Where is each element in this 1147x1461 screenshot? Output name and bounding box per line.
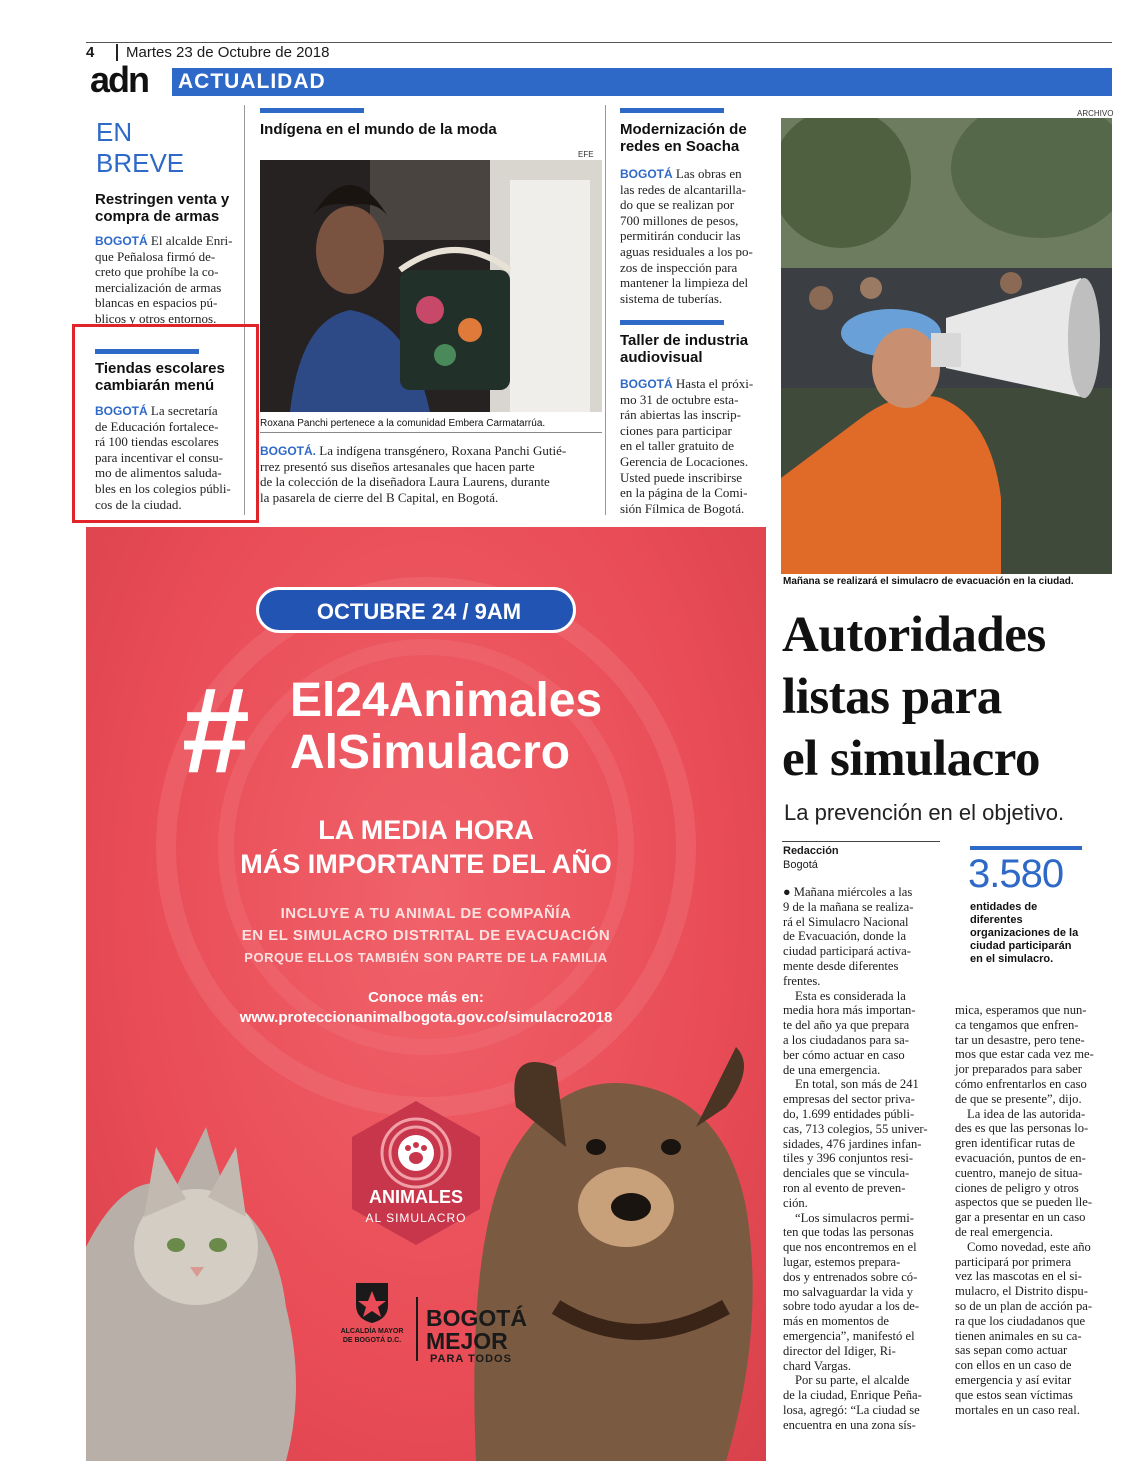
article-line: Por su parte, el alcalde [795, 1373, 910, 1388]
article-line: ron al evento de preven- [783, 1180, 906, 1195]
article-line: denciales que se vincula- [783, 1166, 910, 1181]
ad-text-line2: EN EL SIMULACRO DISTRITAL DE EVACUACIÓN [241, 927, 611, 944]
simulacro-advertisement [86, 527, 766, 1461]
article-line: ber cómo actuar en caso [783, 1047, 905, 1062]
bogota-coat-of-arms-icon [352, 1279, 392, 1325]
paw-badge-icon [340, 1097, 492, 1249]
article-line: jor preparados para saber [955, 1062, 1082, 1077]
article-line: Esta es considerada la [795, 988, 906, 1003]
article-line: dos y entrenados sobre có- [783, 1269, 918, 1284]
article-line: mortales en un caso real. [955, 1402, 1080, 1417]
article-line: aspectos que se pueden lle- [955, 1195, 1093, 1210]
highlight-box [72, 324, 259, 523]
article-line: ten que todas las personas [783, 1225, 914, 1240]
article-line: con ellos en un caso de [955, 1358, 1072, 1373]
article-line: mo salvaguardar la vida y [783, 1284, 914, 1299]
byline-rule [782, 841, 940, 842]
article-line: losa, agregó: “La ciudad se [783, 1402, 920, 1417]
brief-title-tiendas: Tiendas escolares cambiarán menú [95, 360, 225, 394]
ad-hashtag-line1: El24Animales [290, 674, 603, 727]
article-column-2 [955, 1003, 1113, 1417]
ad-text-line1: INCLUYE A TU ANIMAL DE COMPAÑÍA [280, 905, 572, 922]
page-number: 4 [86, 44, 95, 61]
article-line: sobre todo ayudar a los de- [783, 1299, 920, 1314]
article-accent-bar [620, 108, 724, 113]
article-accent-bar [260, 108, 364, 113]
article-line: mos que estar cada vez me- [955, 1047, 1094, 1062]
ad-hashtag-line2: AlSimulacro [290, 726, 571, 779]
article-line: vez las mascotas en el si- [955, 1269, 1082, 1284]
article-accent-bar [620, 320, 724, 325]
article-line: “Los simulacros permi- [795, 1210, 914, 1225]
stat-text: entidades de diferentes organizaciones de la ciudad participarán en el simulacro. [970, 901, 1079, 965]
bogota-mejor-logo: BOGOTÁ MEJOR [426, 1305, 527, 1354]
article-line: que estos sean víctimas [955, 1387, 1073, 1402]
article-line: des es que las personas lo- [955, 1121, 1089, 1136]
article-line: La idea de las autorida- [967, 1106, 1086, 1121]
page-date: Martes 23 de Octubre de 2018 [116, 44, 329, 61]
badge-subtitle: AL SIMULACRO [365, 1211, 467, 1225]
fashion-photo-art [260, 160, 602, 412]
byline-place: Bogotá [783, 859, 818, 871]
article-line: do, 1.699 entidades públi- [783, 1106, 915, 1121]
article-line: participará por primera [955, 1254, 1072, 1269]
byline-name: Redacción [783, 845, 839, 857]
article-line: mente desde diferentes [783, 958, 899, 973]
brief-title-armas: Restringen venta y compra de armas [95, 191, 230, 225]
caption-rule [260, 432, 602, 433]
photo-credit: ARCHIVO [1077, 109, 1114, 118]
article-line: mulacro, el Distrito dispu- [955, 1284, 1088, 1299]
taller-title: Taller de industria audiovisual [620, 332, 749, 366]
article-line: de que se presente”, dijo. [955, 1091, 1082, 1106]
indigena-body: BOGOTÁ. La indígena transgénero, Roxana Panchi Gutié- rrez presentó sus diseños artesanales que hacen parte de la colección de la diseñadora Laura Laurens, durante la pasarela de cierre del B Capital, en Bogotá. [260, 443, 567, 505]
ad-url: www.proteccionanimalbogota.gov.co/simulacro2018 [239, 1009, 613, 1026]
article-line: ciones de peligro y otros [955, 1180, 1079, 1195]
indigena-title: Indígena en el mundo de la moda [260, 121, 497, 138]
soacha-title: Modernización de redes en Soacha [620, 121, 747, 155]
article-line: tar un desastre, pero tene- [955, 1032, 1085, 1047]
article-line: de Evacuación, donde la [783, 929, 907, 944]
ad-big-line2: MÁS IMPORTANTE DEL AÑO [240, 849, 612, 879]
article-line: lugar, estemos prepara- [783, 1254, 901, 1269]
stat-number: 3.580 [968, 852, 1064, 896]
article-line: te del año ya que prepara [783, 1018, 910, 1033]
article-line: ● Mañana miércoles a las [783, 885, 913, 899]
logo-divider [416, 1297, 418, 1361]
brief-body-armas: BOGOTÁ El alcalde Enri- que Peñalosa firmó de- creto que prohíbe la co- mercialización de armas blancas en espacios pú- blicos y otros entornos. [95, 233, 233, 326]
article-line: que nos encontremos en el [783, 1240, 917, 1255]
article-line: de real emergencia. [955, 1224, 1054, 1239]
ad-more-info: Conoce más en: [368, 989, 484, 1006]
top-rule [86, 42, 1112, 43]
stat-accent-bar [970, 846, 1082, 850]
brief-body-tiendas: BOGOTÁ La secretaría de Educación fortalece- rá 100 tiendas escolares para incentivar el consu- mo de alimentos saluda- bles en los colegios públi- cos de la ciudad. [95, 403, 231, 512]
article-line: media hora más importan- [783, 1003, 916, 1018]
article-line: director del Idiger, Ri- [783, 1343, 896, 1358]
article-line: chard Vargas. [783, 1358, 852, 1373]
ad-hashtag-symbol: # [182, 662, 250, 798]
article-line: Como novedad, este año [967, 1239, 1091, 1254]
article-line: de una emergencia. [783, 1062, 881, 1077]
soacha-body: BOGOTÁ Las obras en las redes de alcantarilla- do que se realizan por 700 millones de pesos, permitirán conducir las aguas residuales a los po- zos de inspección para mantener la limpieza del sistema de tuberías. [620, 166, 753, 306]
evacuation-photo-art [781, 118, 1112, 574]
article-line: empresas del sector priva- [783, 1092, 915, 1107]
article-line: cas, 713 colegios, 55 univer- [783, 1121, 928, 1136]
article-headline: Autoridades listas para el simulacro [782, 607, 1046, 787]
article-line: so de un plan de acción pa- [955, 1298, 1093, 1313]
article-line: ción. [783, 1195, 808, 1210]
taller-kicker: BOGOTÁ [620, 377, 673, 391]
article-line: tienen animales en su ca- [955, 1328, 1082, 1343]
brief-kicker: BOGOTÁ [95, 234, 148, 248]
article-line: encuentra en una zona sís- [783, 1417, 916, 1432]
article-line: rá el Simulacro Nacional [783, 914, 909, 929]
evacuation-photo [781, 118, 1112, 574]
adn-logo: adn [90, 59, 149, 100]
ad-big-line1: LA MEDIA HORA [318, 815, 534, 845]
column-divider [605, 105, 606, 515]
soacha-kicker: BOGOTÁ [620, 167, 673, 181]
article-line: gar a presentar en un caso [955, 1210, 1086, 1225]
article-line: cuentro, manejo de situa- [955, 1165, 1083, 1180]
article-line: ciudad participará activa- [783, 944, 911, 959]
article-line: evacuación, puntos de en- [955, 1150, 1086, 1165]
article-line: emergencia y así evitar [955, 1372, 1072, 1387]
article-line: más en momentos de [783, 1314, 889, 1329]
article-line: 9 de la mañana se realiza- [783, 899, 914, 914]
evacuation-photo-caption: Mañana se realizará el simulacro de evacuación en la ciudad. [783, 576, 1074, 587]
en-breve-title: EN BREVE [96, 117, 185, 178]
brief-kicker: BOGOTÁ [95, 404, 148, 418]
article-subhead: La prevención en el objetivo. [784, 800, 1065, 825]
article-line: sas sepan como actuar [955, 1343, 1068, 1358]
section-label: ACTUALIDAD [178, 70, 326, 93]
article-line: a los ciudadanos para sa- [783, 1032, 909, 1047]
article-line: tiles y 396 conjuntos resi- [783, 1151, 914, 1166]
ad-date-pill: OCTUBRE 24 / 9AM [256, 587, 576, 633]
article-line: sidades, 476 jardines infan- [783, 1136, 922, 1151]
indigena-kicker: BOGOTÁ. [260, 444, 316, 458]
article-line: emergencia”, manifestó el [783, 1328, 915, 1343]
article-line: mica, esperamos que nun- [955, 1003, 1087, 1017]
photo-credit: EFE [578, 150, 594, 159]
article-line: En total, son más de 241 [795, 1077, 919, 1092]
article-column-1 [783, 885, 941, 1432]
bogota-mejor-tagline: PARA TODOS [430, 1353, 512, 1365]
article-line: ra que los ciudadanos que [955, 1313, 1086, 1328]
article-line: de la ciudad, Enrique Peña- [783, 1388, 922, 1403]
ad-text-line3: PORQUE ELLOS TAMBIÉN SON PARTE DE LA FAMILIA [244, 950, 608, 965]
badge-title: ANIMALES [369, 1187, 463, 1207]
article-line: gren identificar rutas de [955, 1136, 1075, 1151]
fashion-photo-caption: Roxana Panchi pertenece a la comunidad Embera Carmatarrúa. [260, 418, 546, 429]
taller-body: BOGOTÁ Hasta el próxi- mo 31 de octubre esta- rán abiertas las inscrip- ciones para participar en el taller gratuito de Gerencia de Locaciones. Usted puede inscribirse en la página de la Comi- sión Fílmica de Bogotá. [620, 376, 754, 516]
article-line: cómo enfrentarlos en caso [955, 1076, 1087, 1091]
alcaldia-label: ALCALDÍA MAYOR DE BOGOTÁ D.C. [340, 1328, 404, 1344]
fashion-photo [260, 160, 602, 412]
article-line: frentes. [783, 973, 821, 988]
article-line: ca tengamos que enfren- [955, 1017, 1079, 1032]
